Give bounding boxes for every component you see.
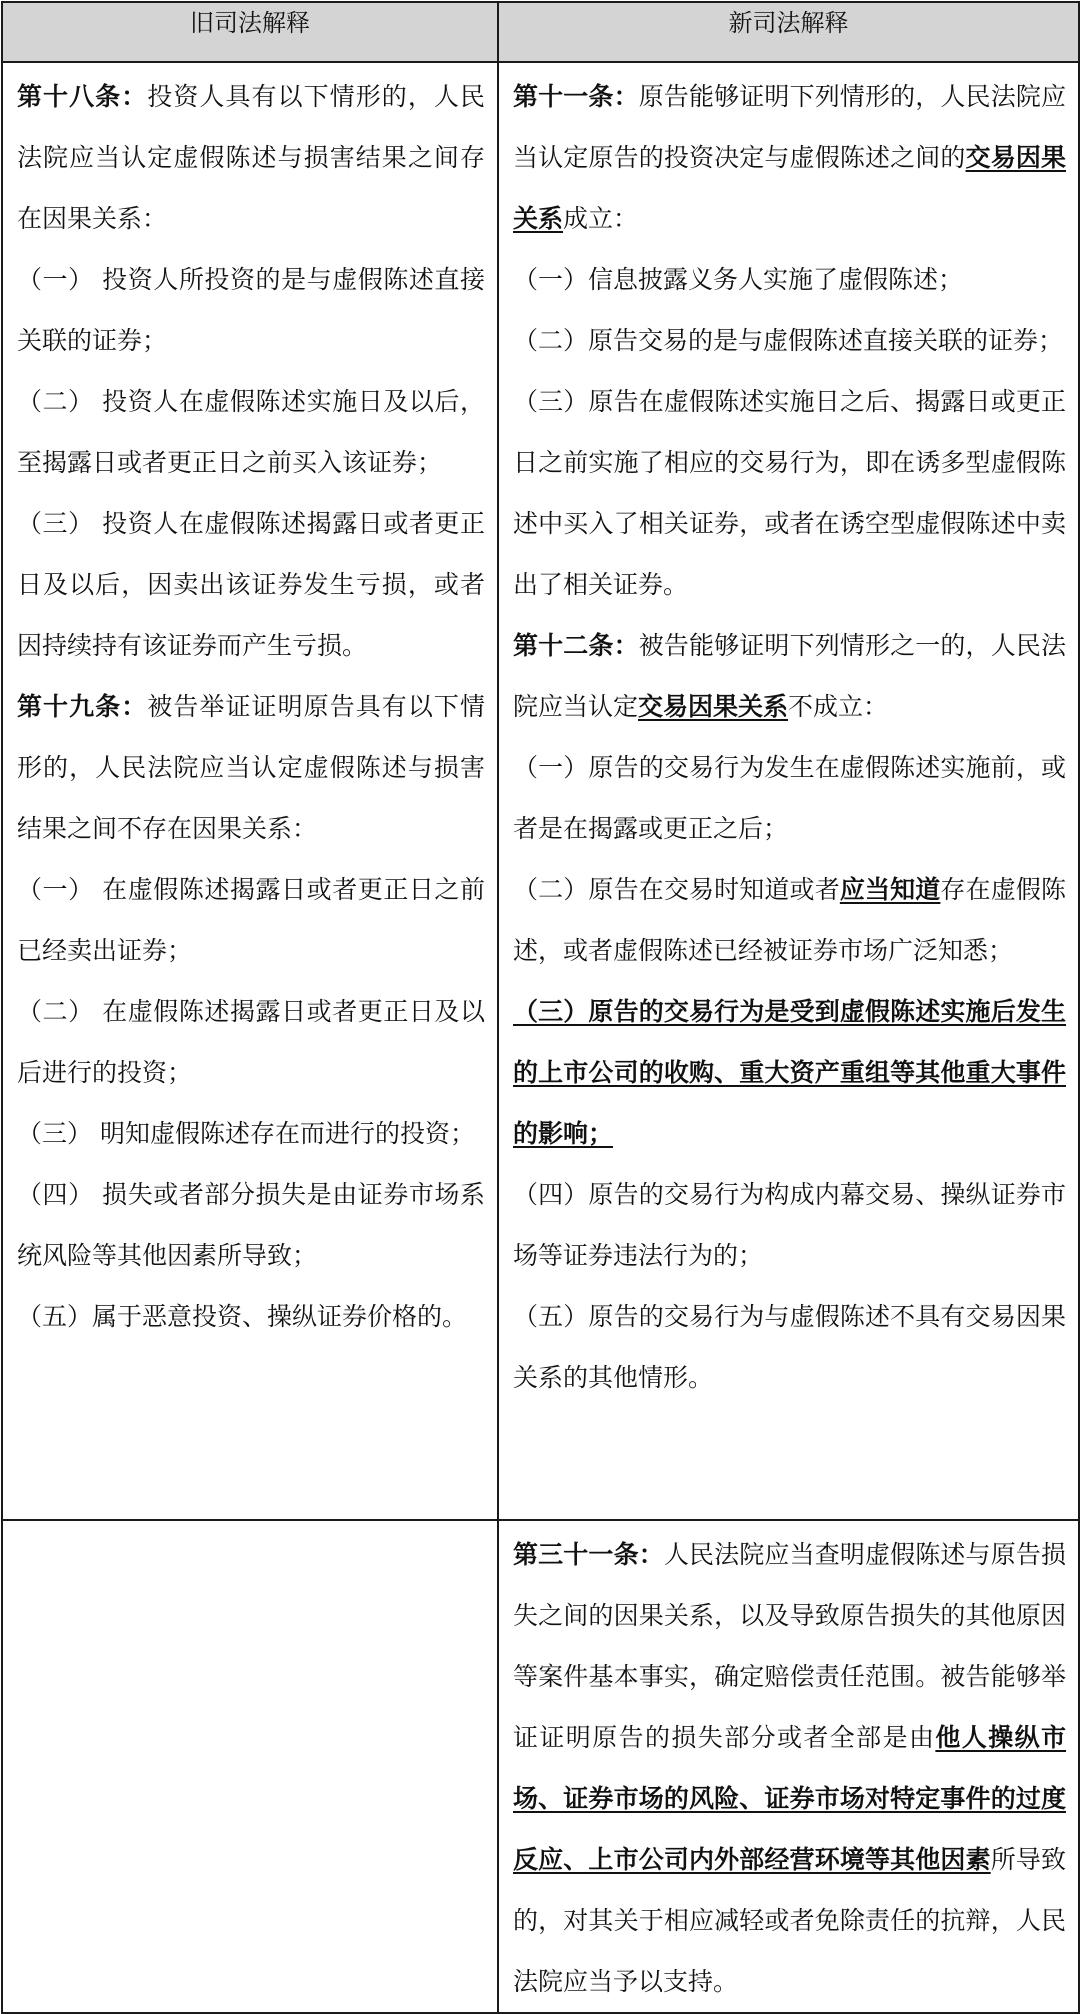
- new-article-31-cell: [498, 1520, 1079, 2013]
- highlighted-term: 交易因果关系: [513, 143, 1066, 233]
- new-article-12: [513, 615, 1066, 737]
- article-text: 所导致的，对其关于相应减轻或者免除责任的抗辩，人民法院应当予以支持。: [513, 1845, 1066, 1996]
- old-interpretation-header: 旧司法解释: [2, 2, 498, 62]
- causation-row: [2, 62, 1079, 1520]
- list-item: （一） 在虚假陈述揭露日或者更正日之前已经卖出证券；: [17, 875, 485, 965]
- old-provisions-cell: [2, 62, 498, 1520]
- item-text: （二）原告在交易时知道或者: [513, 875, 840, 904]
- highlighted-term: 他人操纵市场、证券市场的风险、证券市场对特定事件的过度反应、上市公司内外部经营环境等其他因素: [513, 1723, 1066, 1874]
- list-item: （二） 在虚假陈述揭露日或者更正日及以后进行的投资；: [17, 997, 485, 1087]
- list-item: （一）原告的交易行为发生在虚假陈述实施前，或者是在揭露或更正之后；: [513, 753, 1066, 843]
- header-row: [2, 2, 1079, 62]
- list-item: （二）原告交易的是与虚假陈述直接关联的证券；: [513, 326, 1064, 355]
- old-article-19: [17, 676, 485, 859]
- new-provisions-cell: [498, 62, 1079, 1520]
- list-item: （五）属于恶意投资、操纵证券价格的。: [17, 1302, 468, 1331]
- article-label: 第十二条：: [513, 631, 639, 660]
- list-item: （三）原告在虚假陈述实施日之后、揭露日或更正日之前实施了相应的交易行为，即在诱多型虚假陈述中买入了相关证券，或者在诱空型虚假陈述中卖出了相关证券。: [513, 387, 1066, 599]
- highlighted-list-item: （三）原告的交易行为是受到虚假陈述实施后发生的上市公司的收购、重大资产重组等其他重大事件的影响；: [513, 997, 1066, 1148]
- comparison-table: [1, 1, 1080, 2014]
- highlighted-term: 应当知道: [839, 875, 941, 904]
- article-text: 投资人具有以下情形的，人民法院应当认定虚假陈述与损害结果之间存在因果关系：: [17, 82, 485, 233]
- new-article-11: [513, 66, 1066, 249]
- list-item: （三） 明知虚假陈述存在而进行的投资；: [17, 1119, 475, 1148]
- new-interpretation-header: 新司法解释: [498, 2, 1079, 62]
- article-label: 第三十一条：: [513, 1540, 664, 1569]
- article-text: 被告举证证明原告具有以下情形的，人民法院应当认定虚假陈述与损害结果之间不存在因果关系：: [17, 692, 485, 843]
- article-text: 人民法院应当查明虚假陈述与原告损失之间的因果关系，以及导致原告损失的其他原因等案件基本事实，确定赔偿责任范围。被告能够举证证明原告的损失部分或者全部是由: [513, 1540, 1066, 1752]
- article-text: 原告能够证明下列情形的，人民法院应当认定原告的投资决定与虚假陈述之间的: [513, 82, 1066, 172]
- list-item: （一） 投资人所投资的是与虚假陈述直接关联的证券；: [17, 265, 485, 355]
- list-item: （四） 损失或者部分损失是由证券市场系统风险等其他因素所导致；: [17, 1180, 485, 1270]
- article-text: 被告能够证明下列情形之一的，人民法院应当认定: [513, 631, 1066, 721]
- old-article-18: [17, 66, 485, 249]
- list-item: （三） 投资人在虚假陈述揭露日或者更正日及以后，因卖出该证券发生亏损，或者因持续持有该证券而产生亏损。: [17, 509, 485, 660]
- new-article-31: [513, 1524, 1066, 2012]
- list-item: [513, 859, 1066, 981]
- article-label: 第十一条：: [513, 82, 639, 111]
- list-item: （五）原告的交易行为与虚假陈述不具有交易因果关系的其他情形。: [513, 1302, 1066, 1392]
- article-text: 不成立：: [788, 692, 889, 721]
- loss-causation-row: [2, 1520, 1079, 2013]
- list-item: （二） 投资人在虚假陈述实施日及以后，至揭露日或者更正日之前买入该证券；: [17, 387, 485, 477]
- item-text: 存在虚假陈述，或者虚假陈述已经被证券市场广泛知悉；: [513, 875, 1066, 965]
- article-label: 第十九条：: [17, 692, 148, 721]
- list-item: （四）原告的交易行为构成内幕交易、操纵证券市场等证券违法行为的；: [513, 1180, 1066, 1270]
- highlighted-term: 交易因果关系: [638, 692, 789, 721]
- empty-old-cell: [2, 1520, 498, 2013]
- article-label: 第十八条：: [17, 82, 148, 111]
- article-text: 成立：: [563, 204, 639, 233]
- list-item: （一）信息披露义务人实施了虚假陈述；: [513, 265, 964, 294]
